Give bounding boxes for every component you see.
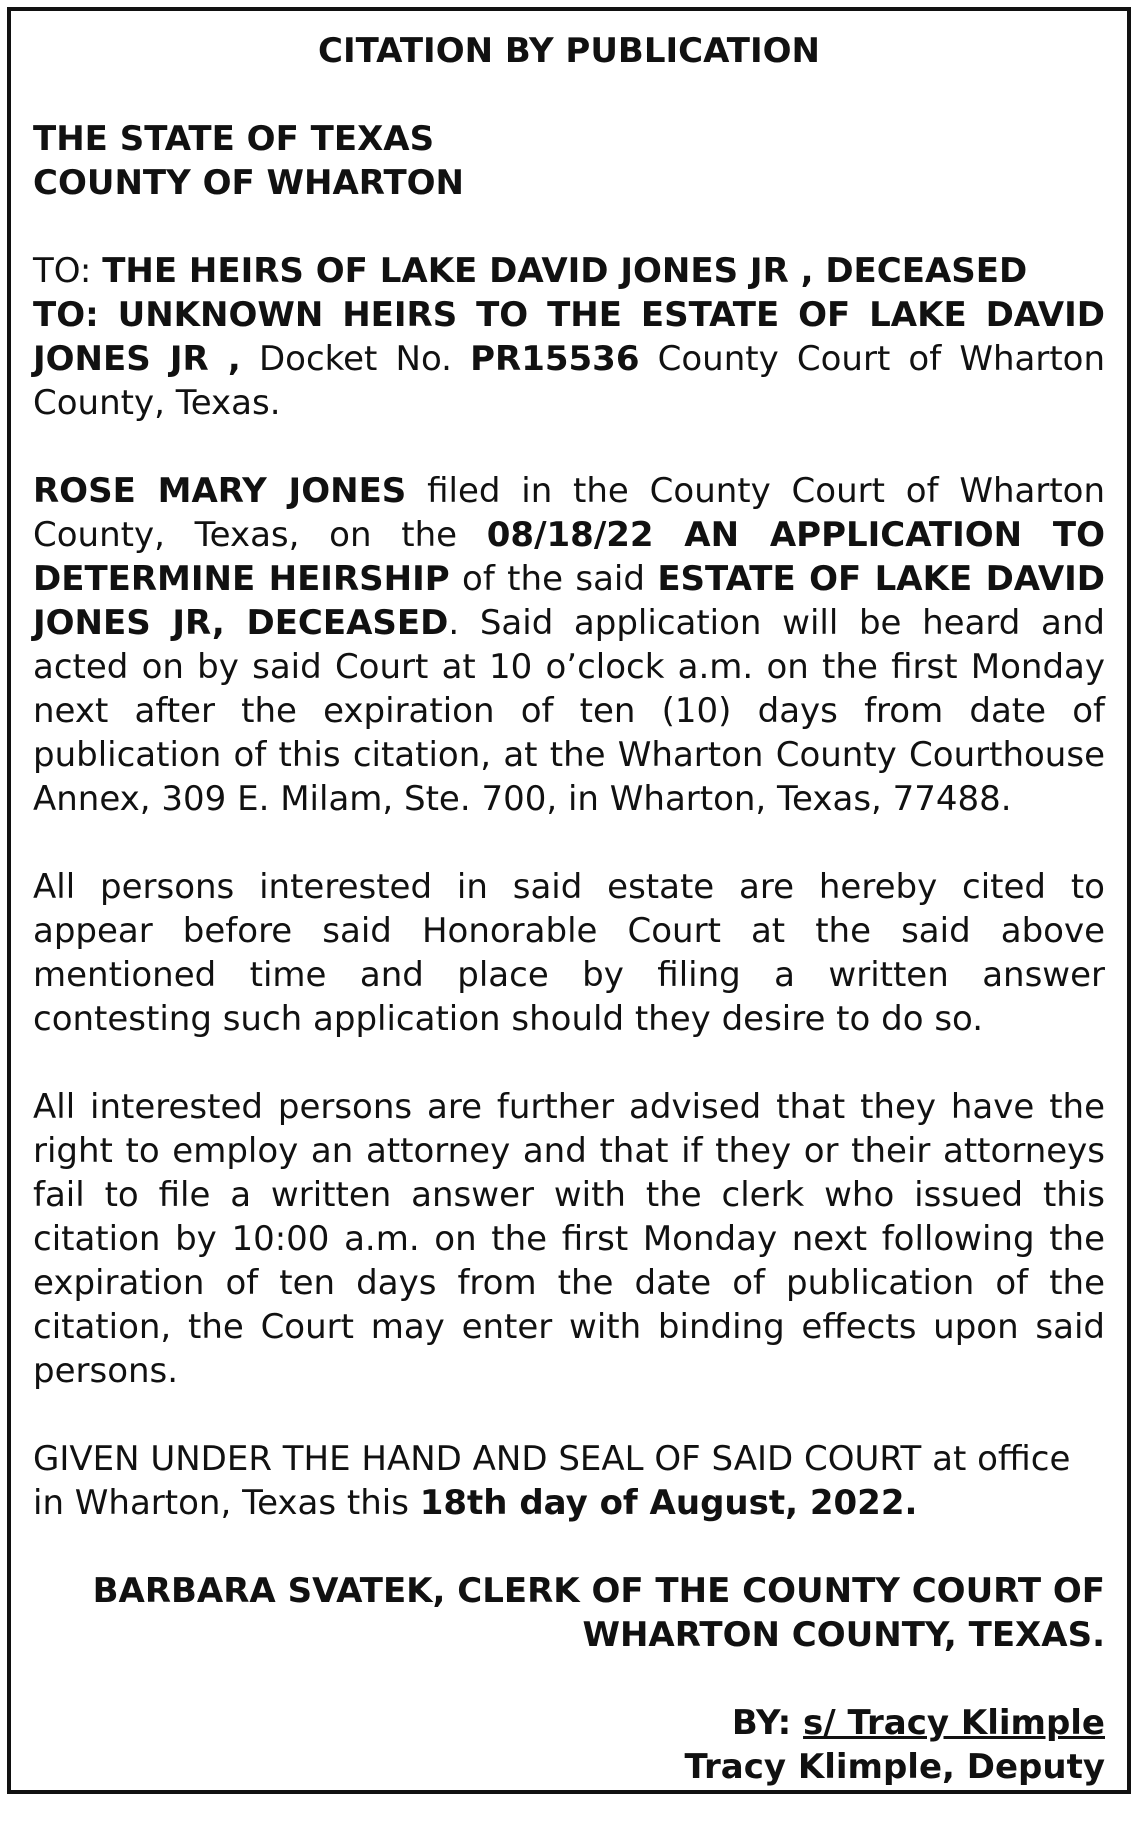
notice-title: CITATION BY PUBLICATION [318, 31, 820, 71]
application-date-type: 08/18/22 AN APPLICATION TO DETERMINE HEIRSHIP [33, 515, 1105, 599]
deputy-name: Tracy Klimple, Deputy [684, 1747, 1105, 1787]
signature-block [33, 1701, 1105, 1789]
applicant-name: ROSE MARY JONES [33, 471, 407, 511]
court-name: County Court of Wharton County, Texas. [33, 339, 1105, 423]
given-date: 18th day of August, 2022. [419, 1483, 918, 1523]
notice-border [7, 7, 1131, 1794]
by-label: BY: [731, 1703, 804, 1743]
addressee-block [33, 249, 1105, 425]
application-paragraph [33, 469, 1105, 821]
to-prefix: TO: [33, 251, 103, 291]
application-text-2: of the said [449, 559, 658, 599]
cited-paragraph: All persons interested in said estate are hereby cited to appear before said Honorable Court at the said above mentioned time and place by filing a written answer contesting such application should they desire to do so. [33, 867, 1105, 1039]
application-text-1: filed in the County Court of Wharton County, Texas, on the [33, 471, 1106, 555]
docket-number: PR15536 [470, 339, 640, 379]
jurisdiction-block [33, 117, 1105, 205]
given-paragraph [33, 1437, 1105, 1525]
application-text-3: . Said application will be heard and acted on by said Court at 10 o’clock a.m. on the first Monday next after the expiration of ten (10) days from date of publication of this citation, at the Wharton County Courthouse Annex, 309 E. Milam, Ste. 700, in Wharton, Texas, 77488. [33, 603, 1105, 819]
signature-line: s/ Tracy Klimple [803, 1703, 1105, 1743]
clerk-line-2: WHARTON COUNTY, TEXAS. [582, 1615, 1105, 1655]
docket-label: Docket No. [240, 339, 471, 379]
given-text: GIVEN UNDER THE HAND AND SEAL OF SAID COURT at office in Wharton, Texas this [33, 1439, 1071, 1523]
heirs-line: THE HEIRS OF LAKE DAVID JONES JR , DECEASED [102, 251, 1028, 291]
unknown-heirs-line: TO: UNKNOWN HEIRS TO THE ESTATE OF LAKE DAVID JONES JR , [33, 295, 1105, 379]
estate-name: ESTATE OF LAKE DAVID JONES JR, DECEASED [33, 559, 1106, 643]
attorney-paragraph: All interested persons are further advised that they have the right to employ an attorney and that if they or their attorneys fail to file a written answer with the clerk who issued this citation by 10:00 a.m. on the first Monday next following the expiration of ten days from the date of publication of the citation, the Court may enter with binding effects upon said persons. [33, 1087, 1105, 1391]
state-line: THE STATE OF TEXAS [33, 119, 435, 159]
notice-content [33, 29, 1105, 1833]
clerk-line-1: BARBARA SVATEK, CLERK OF THE COUNTY COURT OF [92, 1571, 1105, 1611]
clerk-block [33, 1569, 1105, 1657]
county-line: COUNTY OF WHARTON [33, 163, 465, 203]
